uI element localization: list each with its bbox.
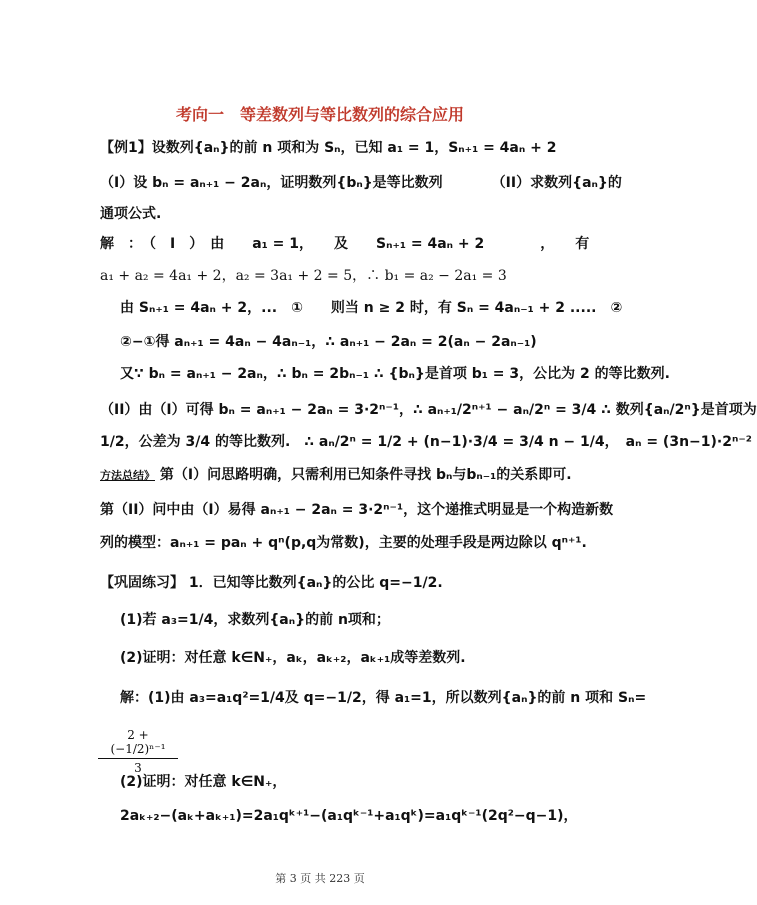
method-summary xyxy=(100,465,572,486)
method-line-3: 列的模型：aₙ₊₁ = paₙ + qⁿ(p,q为常数)，主要的处理手段是两边除以 qⁿ⁺¹. xyxy=(100,535,587,551)
solution-line-2: a₁ + a₂ = 4a₁ + 2，a₂ = 3a₁ + 2 = 5，∴ b₁ = a₂ − 2a₁ = 3 xyxy=(100,268,507,284)
practice-header: 【巩固练习】 1．已知等比数列{aₙ}的公比 q=−1/2. xyxy=(100,575,443,591)
practice-q2: (2)证明：对任意 k∈N₊，aₖ，aₖ₊₂，aₖ₊₁成等差数列. xyxy=(120,650,466,666)
method-line-2: 第（II）问中由（I）易得 aₙ₊₁ − 2aₙ = 3·2ⁿ⁻¹，这个递推式明显是一个构造新数 xyxy=(100,502,614,518)
method-tag: 方法总结》 xyxy=(100,469,155,482)
solution-line-1: 解 ： （ I ） 由 a₁ = 1， 及 Sₙ₊₁ = 4aₙ + 2 ， 有 xyxy=(100,236,590,252)
practice-q1: (1)若 a₃=1/4，求数列{aₙ}的前 n项和； xyxy=(120,612,390,628)
section-title: 考向一 等差数列与等比数列的综合应用 xyxy=(175,105,464,124)
solution-line-4: ②−①得 aₙ₊₁ = 4aₙ − 4aₙ₋₁，∴ aₙ₊₁ − 2aₙ = 2(aₙ − 2aₙ₋₁) xyxy=(120,334,537,350)
solution-line-5: 又∵ bₙ = aₙ₊₁ − 2aₙ，∴ bₙ = 2bₙ₋₁ ∴ {bₙ}是首项 b₁ = 3，公比为 2 的等比数列. xyxy=(120,366,670,382)
fraction-numerator: 2 + (−1/2)ⁿ⁻¹ xyxy=(110,728,166,756)
practice-solution-1: 解：(1)由 a₃=a₁q²=1/4及 q=−1/2，得 a₁=1，所以数列{aₙ}的前 n 项和 Sₙ= xyxy=(120,690,647,706)
page-footer: 第 3 页 共 223 页 xyxy=(275,872,365,885)
solution-part-2-line-2: 1/2，公差为 3/4 的等比数列. ∴ aₙ/2ⁿ = 1/2 + (n−1)·3/4 = 3/4 n − 1/4， aₙ = (3n−1)·2ⁿ⁻² xyxy=(100,434,752,450)
solution-part-2-line-1: （II）由（I）可得 bₙ = aₙ₊₁ − 2aₙ = 3·2ⁿ⁻¹，∴ aₙ₊₁/2ⁿ⁺¹ − aₙ/2ⁿ = 3/4 ∴ 数列{aₙ/2ⁿ}是首项为 xyxy=(100,402,757,418)
practice-solution-3: 2aₖ₊₂−(aₖ+aₖ₊₁)=2a₁qᵏ⁺¹−(a₁qᵏ⁻¹+a₁qᵏ)=a₁qᵏ⁻¹(2q²−q−1)， xyxy=(120,808,578,824)
example-part-1: （I）设 bₙ = aₙ₊₁ − 2aₙ，证明数列{bₙ}是等比数列 （II）求数列{aₙ}的 xyxy=(100,175,622,191)
example-part-2-cont: 通项公式. xyxy=(100,206,162,222)
sum-fraction xyxy=(98,728,178,775)
fraction-bar xyxy=(98,758,178,759)
fraction-denominator: 3 xyxy=(134,761,142,775)
practice-solution-2: (2)证明：对任意 k∈N₊， xyxy=(120,774,287,790)
method-text: 第（I）问思路明确，只需利用已知条件寻找 bₙ与bₙ₋₁的关系即可. xyxy=(159,467,572,483)
solution-line-3: 由 Sₙ₊₁ = 4aₙ + 2，... ① 则当 n ≥ 2 时，有 Sₙ = 4aₙ₋₁ + 2 ..... ② xyxy=(120,300,623,316)
example-statement: 【例1】设数列{aₙ}的前 n 项和为 Sₙ，已知 a₁ = 1，Sₙ₊₁ = 4aₙ + 2 xyxy=(100,140,557,156)
